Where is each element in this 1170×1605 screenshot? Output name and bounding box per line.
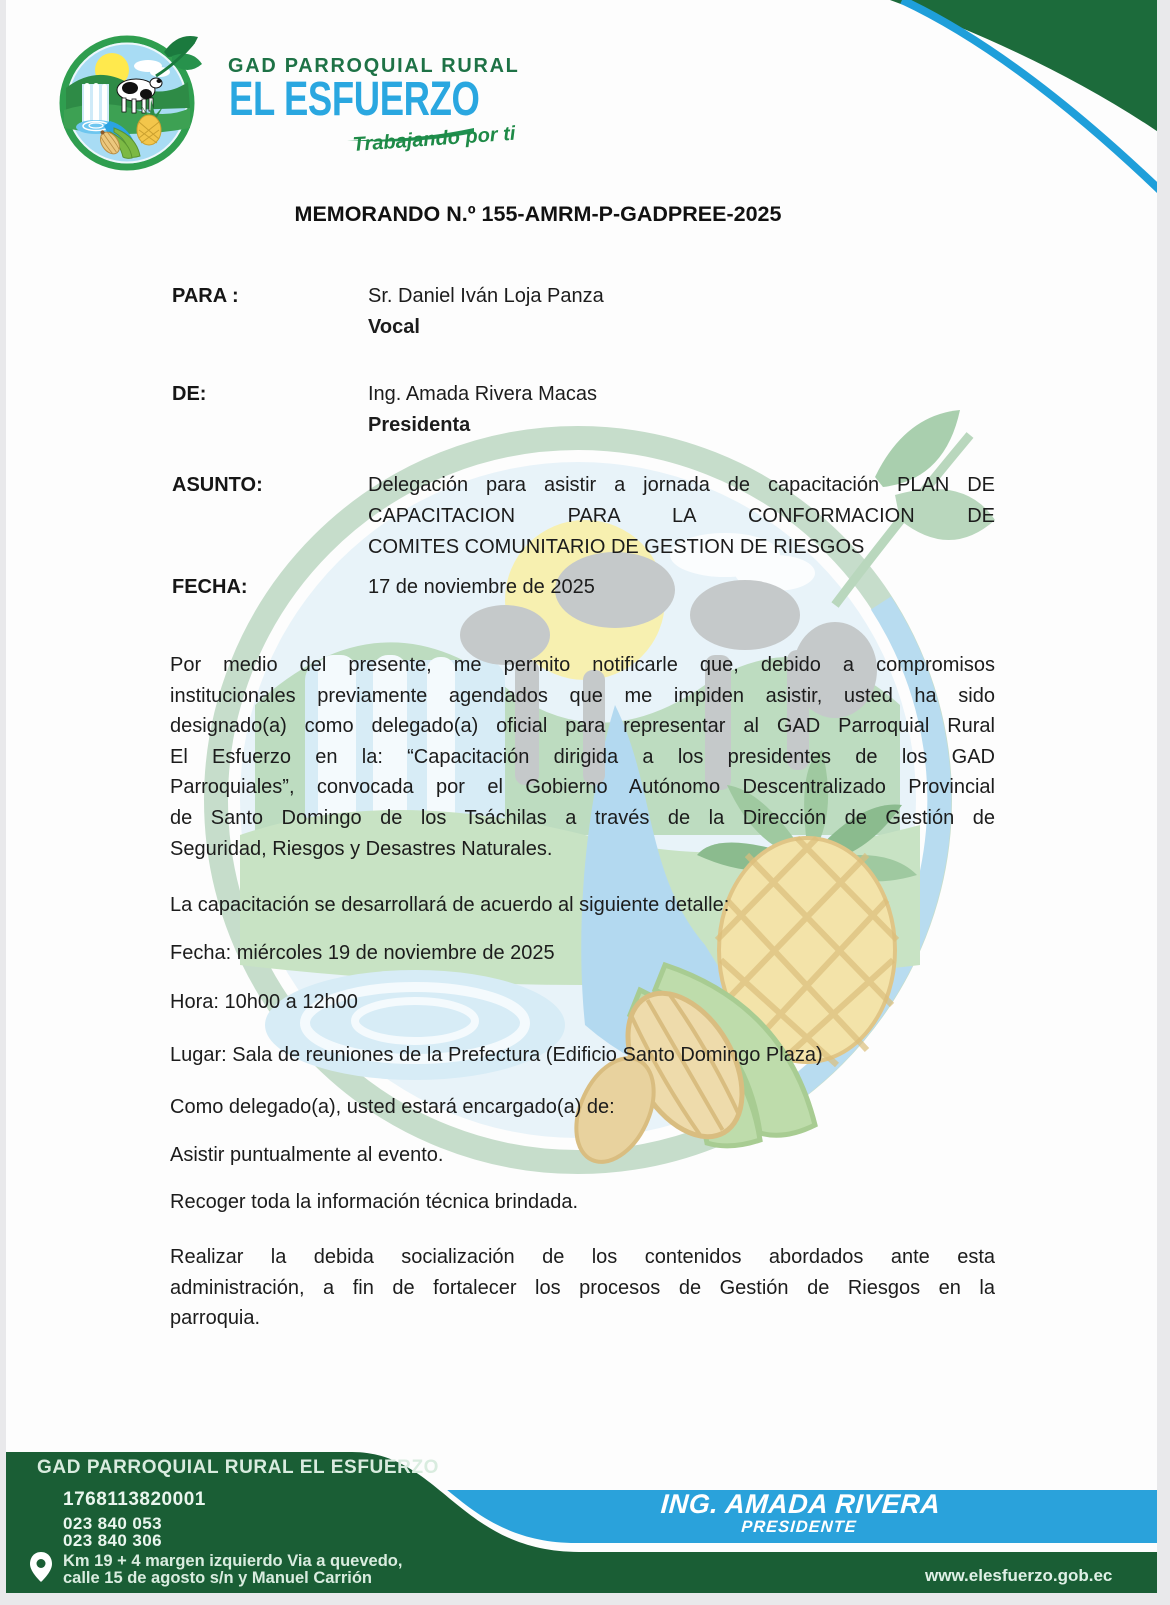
field-label-asunto: ASUNTO: — [172, 474, 263, 496]
recipient-role: Vocal — [368, 316, 420, 338]
memo-date: 17 de noviembre de 2025 — [368, 576, 595, 598]
field-row-de — [170, 379, 995, 443]
detail-intro-line: La capacitación se desarrollará de acuerdo al siguiente detalle: — [170, 894, 730, 916]
page-edge-right — [1157, 0, 1170, 1605]
paragraph-line: Parroquiales”, convocada por el Gobierno Autónomo Descentralizado Provincial — [170, 776, 995, 799]
paragraph-line: Realizar la debida socialización de los contenidos abordados ante esta — [170, 1246, 995, 1268]
org-name-main: EL ESFUERZO — [229, 73, 480, 126]
field-label-fecha: FECHA: — [172, 576, 248, 598]
paragraph-line: El Esfuerzo en la: “Capacitación dirigida a los presidentes de los GAD — [170, 745, 995, 768]
org-logo-emblem — [52, 26, 202, 176]
page-edge-bottom — [0, 1593, 1170, 1605]
memo-title: MEMORANDO N.º 155-AMRM-P-GADPREE-2025 — [294, 202, 782, 226]
paragraph-line: Seguridad, Riesgos y Desastres Naturales. — [170, 837, 553, 860]
detail-lugar-line: Lugar: Sala de reuniones de la Prefectura (Edificio Santo Domingo Plaza) — [170, 1044, 823, 1066]
paragraph-line: de Santo Domingo de los Tsáchilas a través de la Dirección de Gestión de — [170, 806, 995, 829]
subject-line: CAPACITACION PARA LA CONFORMACION DE — [368, 505, 995, 527]
footer-phone-2: 023 840 306 — [63, 1530, 162, 1550]
duty-line-1: Asistir puntualmente al evento. — [170, 1144, 444, 1166]
duty-line-2: Recoger toda la información técnica brindada. — [170, 1191, 579, 1213]
paragraph-line: parroquia. — [170, 1307, 261, 1330]
page-edge-left — [0, 0, 6, 1605]
sender-role: Presidenta — [368, 414, 471, 436]
footer-website: www.elesfuerzo.gob.ec — [925, 1566, 1113, 1585]
field-label-para: PARA : — [172, 285, 239, 307]
recipient-name: Sr. Daniel Iván Loja Panza — [368, 285, 604, 307]
body-paragraph-1 — [170, 650, 995, 864]
corner-swoosh-decoration — [860, 0, 1170, 215]
org-tagline: Trabajando por ti — [352, 122, 517, 156]
footer-address-line1: Km 19 + 4 margen izquierdo Via a quevedo, — [63, 1552, 403, 1570]
subject-line: Delegación para asistir a jornada de capacitación PLAN DE — [368, 474, 995, 496]
signature-role: PRESIDENTE — [740, 1518, 858, 1536]
field-row-fecha — [170, 572, 995, 604]
location-pin-icon — [30, 1552, 52, 1587]
footer-org-name: GAD PARROQUIAL RURAL EL ESFUERZO — [37, 1457, 440, 1478]
org-name-line1: GAD PARROQUIAL RURAL — [228, 54, 520, 77]
duties-intro-line: Como delegado(a), usted estará encargado(a) de: — [170, 1096, 615, 1118]
detail-hora-line: Hora: 10h00 a 12h00 — [170, 991, 358, 1013]
paragraph-line: institucionales previamente agendados que me impiden asistir, usted ha sido — [170, 684, 995, 707]
detail-fecha-line: Fecha: miércoles 19 de noviembre de 2025 — [170, 942, 555, 964]
field-label-de: DE: — [172, 383, 207, 405]
footer-ruc-number: 1768113820001 — [63, 1489, 206, 1510]
field-row-para — [170, 281, 995, 345]
field-row-asunto — [170, 470, 995, 565]
sender-name: Ing. Amada Rivera Macas — [368, 383, 597, 405]
paragraph-line: administración, a fin de fortalecer los procesos de Gestión de Riesgos en la — [170, 1276, 995, 1299]
subject-line: COMITES COMUNITARIO DE GESTION DE RIESGOS — [368, 536, 865, 558]
body-paragraph-last — [170, 1242, 995, 1334]
paragraph-line: Por medio del presente, me permito notificarle que, debido a compromisos — [170, 654, 995, 676]
signature-block — [598, 1490, 1001, 1536]
signature-name: ING. AMADA RIVERA — [659, 1489, 942, 1519]
footer-address-line2: calle 15 de agosto s/n y Manuel Carrión — [63, 1568, 373, 1587]
footer-phone-1: 023 840 053 — [63, 1514, 162, 1533]
paragraph-line: designado(a) como delegado(a) oficial para representar al GAD Parroquial Rural — [170, 715, 995, 738]
